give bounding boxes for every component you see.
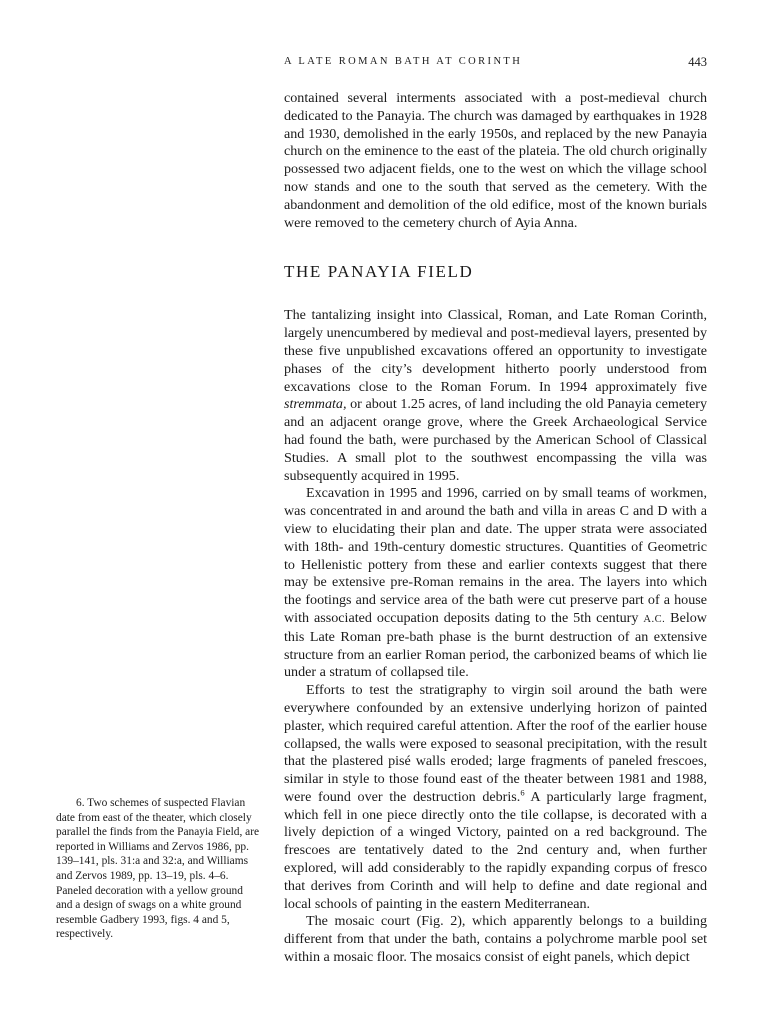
main-text-column [284, 90, 707, 967]
paragraph-3 [284, 682, 707, 913]
paragraph-1-text-a: The tantalizing insight into Classical, Roman, and Late Roman Corinth, largely unencumbered by medieval and post-medieval layers, presented by these five unpublished excavations offered an opportunity to investigate phases of the city’s development hitherto poorly understood from excavations close to the Roman Forum. In 1994 approximately five [284, 307, 707, 395]
era-abbreviation: A.C. [643, 613, 666, 625]
paragraph-4: The mosaic court (Fig. 2), which apparently belongs to a building different from that under the bath, contains a polychrome marble pool set within a mosaic floor. The mosaics consist of eight panels, which depict [284, 913, 707, 966]
paragraph-2-text-b: Below this Late Roman pre-bath phase is the burnt destruction of an extensive structure from an earlier Roman period, the carbonized beams of which lie under a stratum of collapsed tile. [284, 609, 707, 681]
paragraph-2-text-a: Excavation in 1995 and 1996, carried on by small teams of workmen, was concentrated in and around the bath and villa in areas C and D with a view to elucidating their plan and date. The upper strata were associated with 18th- and 19th-century domestic structures. Quantities of Geometric to Hellenistic pottery from these and earlier contexts suggest that there may be extensive pre-Roman remains in the area. The layers into which the footings and service area of the bath were cut preserve part of a house with associated occupation deposits dating to the 5th century [284, 485, 707, 626]
intro-paragraph: contained several interments associated with a post-medieval church dedicated to the Panayia. The church was damaged by earthquakes in 1928 and 1930, demolished in the early 1950s, and replaced by the new Panayia church on the eminence to the east of the plateia. The old church originally possessed two adjacent fields, one to the west on which the village school now stands and one to the south that served as the cemetery. With the abandonment and demolition of the old edifice, most of the known burials were removed to the cemetery church of Ayia Anna. [284, 90, 707, 231]
footnote-reference[interactable]: 6 [520, 787, 525, 798]
running-head [284, 56, 707, 72]
paragraph-3-text-b: A particularly large fragment, which fell in one piece directly onto the tile collapse, is decorated with a lively depiction of a winged Victory, painted on a red background. The frescoes are tentatively dated to the 2nd century and, when further explored, will add considerably to the rapidly expanding corpus of fresco that derives from Corinth and will help to define and date regional and local schools of painting in the eastern Mediterranean. [284, 788, 707, 912]
footnote-text: 6. Two schemes of suspected Flavian date from east of the theater, which closely parallel the finds from the Panayia Field, are reported in Williams and Zervos 1986, pp. 139–141, pls. 31:a and 32:a, and Williams and Zervos 1989, pp. 13–19, pls. 4–6. Paneled decoration with a yellow ground and a design of swags on a white ground resemble Gadbery 1993, figs. 4 and 5, respectively. [56, 797, 260, 941]
footnote-6 [56, 796, 262, 942]
page-number: 443 [688, 55, 707, 69]
italic-term: stremmata, [284, 396, 347, 413]
running-title: A LATE ROMAN BATH AT CORINTH [284, 56, 523, 67]
section-heading: THE PANAYIA FIELD [284, 262, 474, 282]
paragraph-2 [284, 485, 707, 682]
paragraph-1 [284, 307, 707, 485]
paragraph-1-text-b: or about 1.25 acres, of land including the old Panayia cemetery and an adjacent orange grove, where the Greek Archaeological Service had found the bath, were purchased by the American School of Classical Studies. A small plot to the southwest encompassing the villa was subsequently acquired in 1995. [284, 396, 707, 484]
paragraph-3-text-a: Efforts to test the stratigraphy to virgin soil around the bath were everywhere confounded by an extensive underlying horizon of painted plaster, which required careful attention. After the roof of the earlier house collapsed, the walls were exposed to seasonal precipitation, with the result that the plastered pisé walls eroded; large fragments of paneled frescoes, similar in style to those found east of the theater between 1981 and 1988, were found over the destruction debris. [284, 682, 707, 805]
